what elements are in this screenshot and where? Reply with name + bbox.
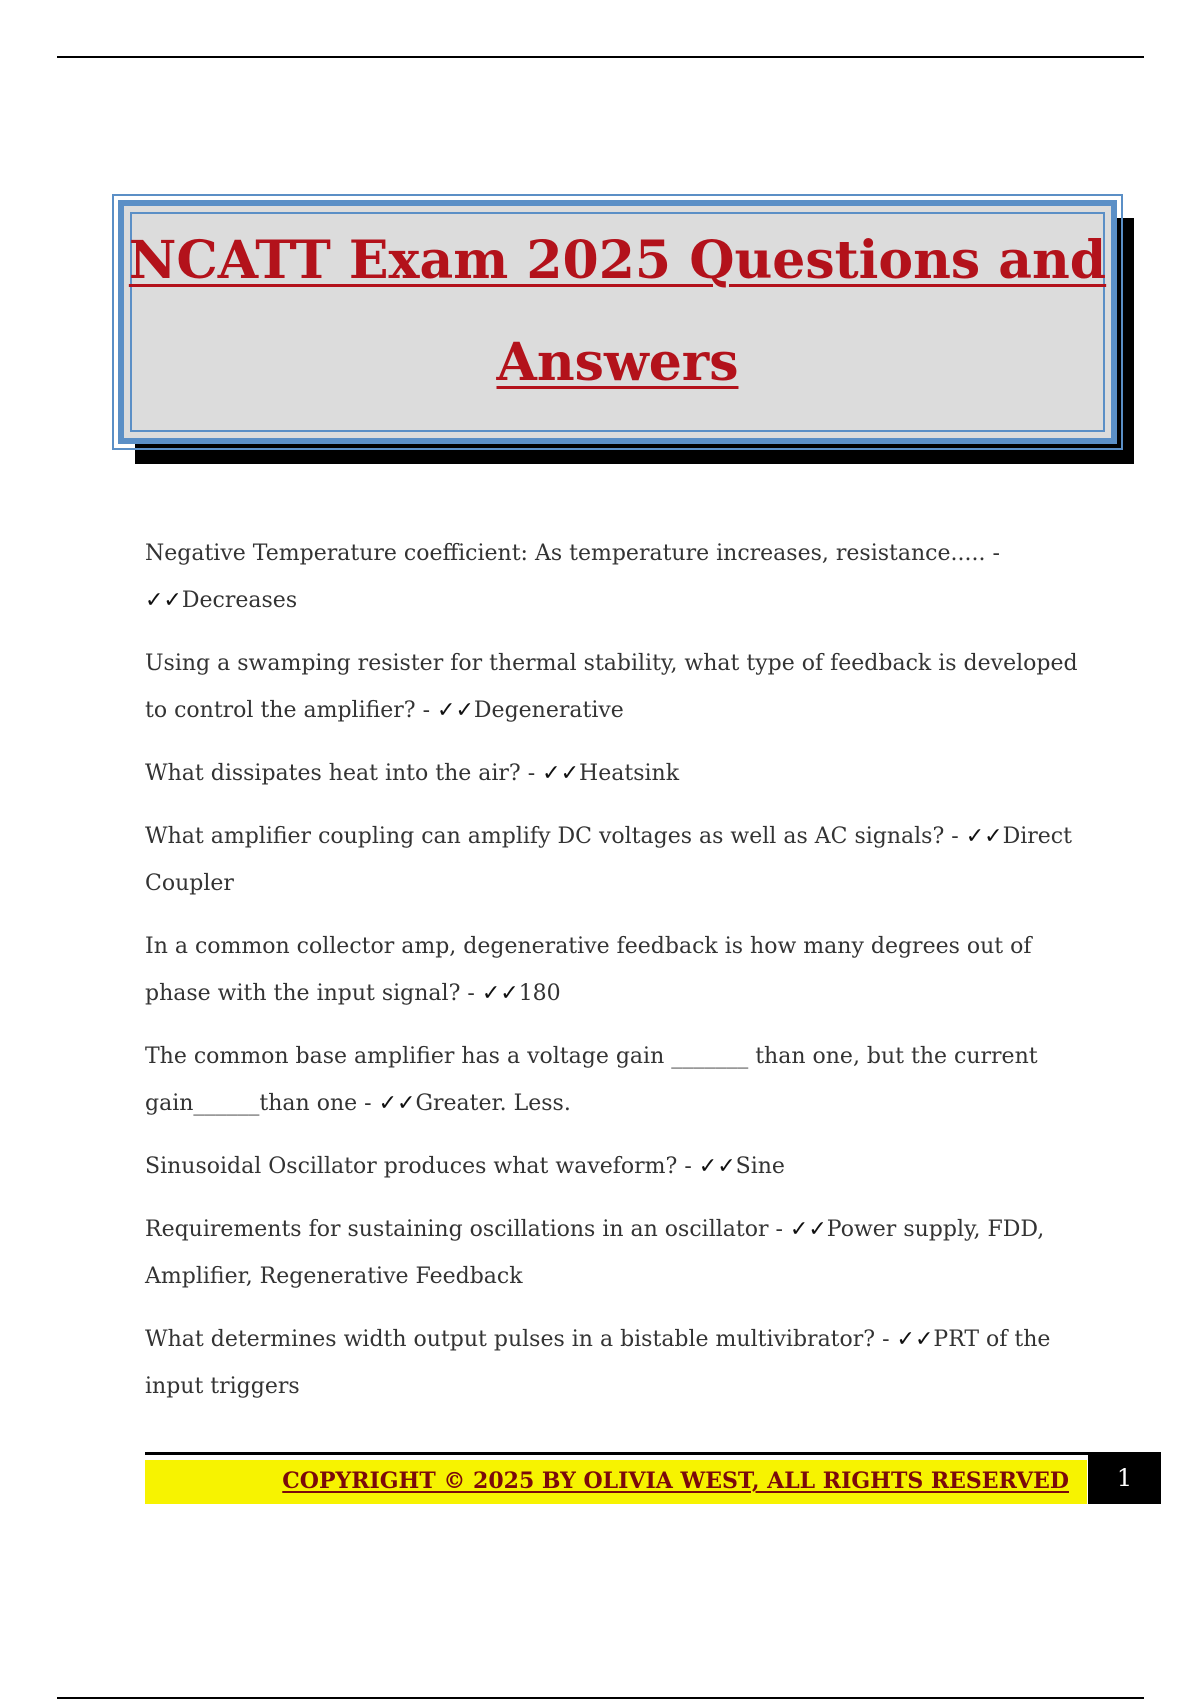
footer-copyright-bar [145, 1460, 1087, 1504]
answer-text: Greater. Less. [415, 1091, 571, 1116]
answer-text: 180 [518, 981, 561, 1006]
question-text: What amplifier coupling can amplify DC voltages as well as AC signals? - [145, 824, 959, 849]
page-number: 1 [1088, 1452, 1161, 1504]
question-text: Requirements for sustaining oscillations in an oscillator - [145, 1217, 783, 1242]
question-text: Sinusoidal Oscillator produces what waveform? - [145, 1154, 692, 1179]
answer-text: Power supply, FDD, Amplifier, Regenerative Feedback [145, 1217, 1045, 1289]
qa-item [145, 530, 1085, 624]
qa-item [145, 813, 1085, 907]
double-check-icon: ✓✓ [965, 824, 1003, 849]
title-box [118, 200, 1117, 444]
double-check-icon: ✓✓ [378, 1091, 416, 1116]
double-check-icon: ✓✓ [896, 1327, 934, 1352]
qa-item [145, 1206, 1085, 1300]
double-check-icon: ✓✓ [789, 1217, 827, 1242]
answer-text: Sine [735, 1154, 785, 1179]
copyright-text: COPYRIGHT © 2025 BY OLIVIA WEST, ALL RIGHTS RESERVED [282, 1468, 1069, 1494]
double-check-icon: ✓✓ [542, 761, 580, 786]
footer-rule [145, 1452, 1090, 1455]
qa-list [145, 530, 1085, 1426]
document-title-line-2: Answers [496, 332, 739, 393]
qa-item [145, 1033, 1085, 1127]
double-check-icon: ✓✓ [698, 1154, 736, 1179]
qa-item [145, 923, 1085, 1017]
question-text: What dissipates heat into the air? - [145, 761, 536, 786]
double-check-icon: ✓✓ [481, 981, 519, 1006]
document-title-line-1: NCATT Exam 2025 Questions and [128, 230, 1107, 291]
question-text: In a common collector amp, degenerative feedback is how many degrees out of phase with the input signal? - [145, 934, 1032, 1006]
question-text: What determines width output pulses in a bistable multivibrator? - [145, 1327, 890, 1352]
answer-text: Heatsink [579, 761, 680, 786]
qa-item [145, 1316, 1085, 1410]
answer-text: Decreases [181, 588, 298, 613]
qa-item [145, 1143, 1085, 1190]
qa-item [145, 640, 1085, 734]
answer-text: PRT of the input triggers [145, 1327, 1051, 1399]
question-text: The common base amplifier has a voltage gain _______ than one, but the current gain______than one - [145, 1044, 1038, 1116]
bottom-rule [57, 1697, 1144, 1699]
answer-text: Direct Coupler [145, 824, 1072, 896]
top-rule [57, 56, 1144, 58]
question-text: Using a swamping resister for thermal stability, what type of feedback is developed to control the amplifier? - [145, 651, 1078, 723]
double-check-icon: ✓✓ [145, 588, 182, 613]
question-text: Negative Temperature coefficient: As temperature increases, resistance..... - [145, 541, 1000, 566]
answer-text: Degenerative [473, 698, 624, 723]
qa-item [145, 750, 1085, 797]
double-check-icon: ✓✓ [437, 698, 474, 723]
